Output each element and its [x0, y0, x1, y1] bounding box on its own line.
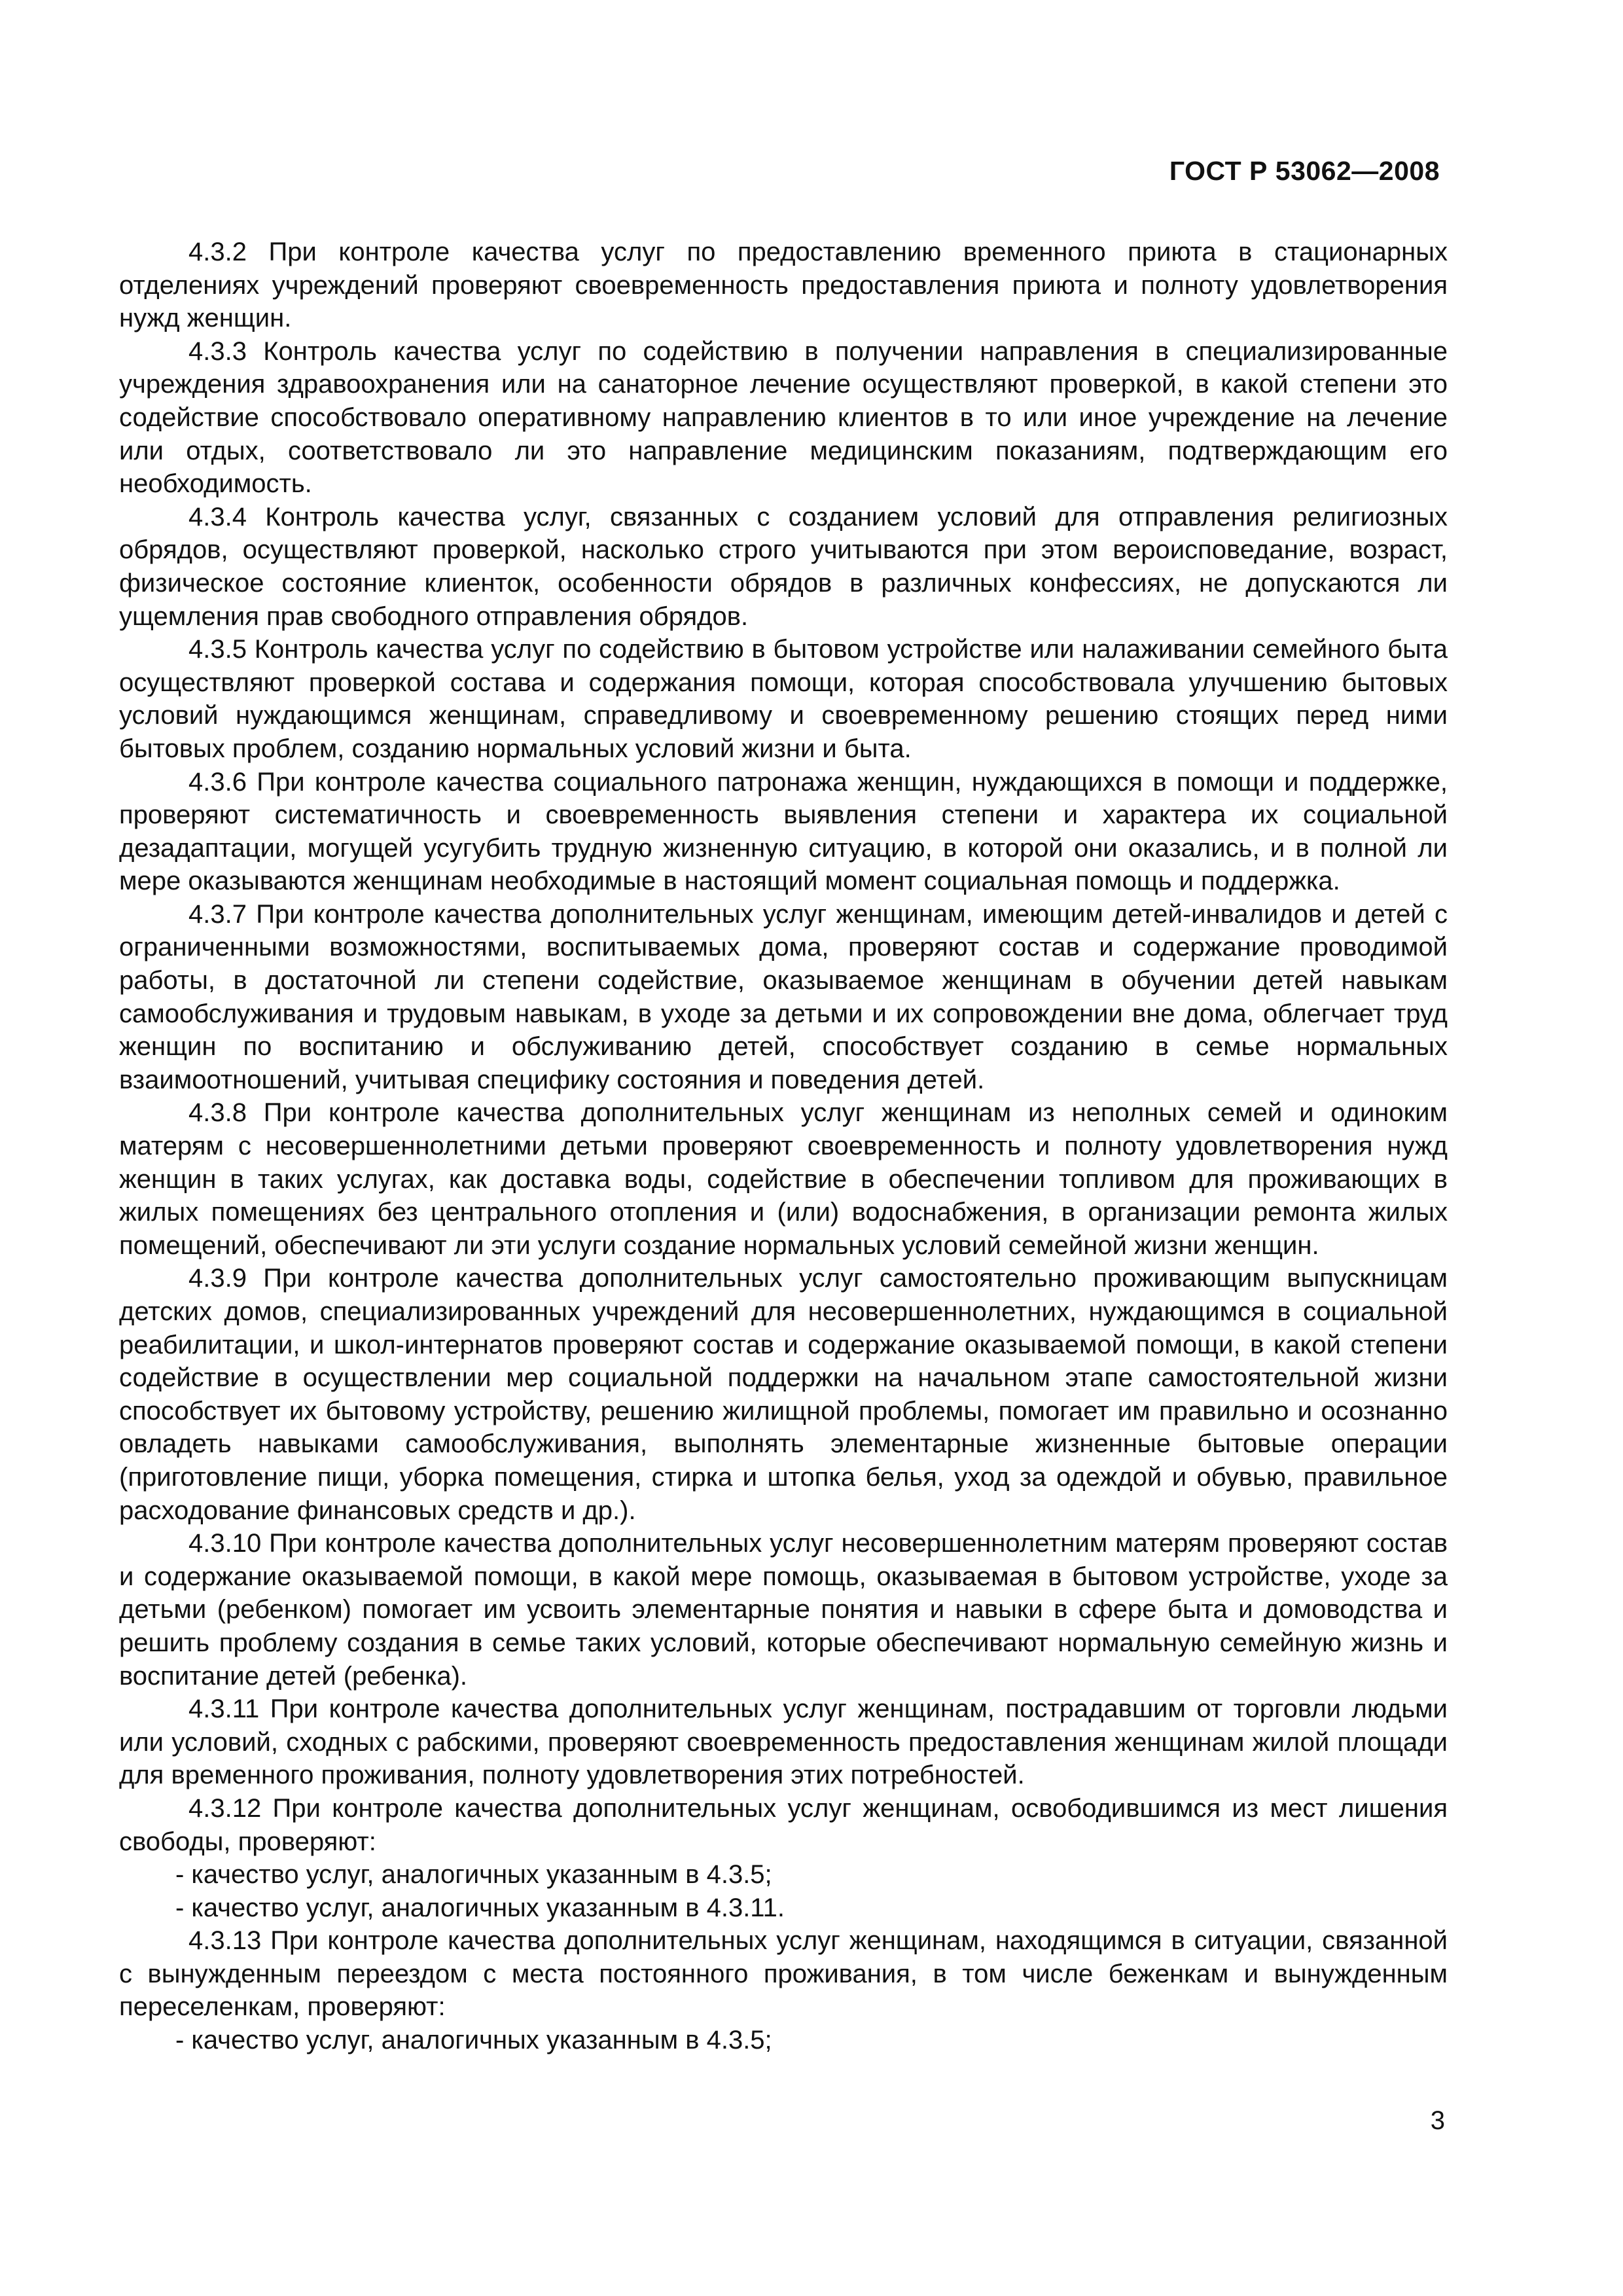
list-item-4-3-13-a: - качество услуг, аналогичных указанным в 4.3.5; [175, 2026, 772, 2055]
page-number: 3 [1430, 2106, 1445, 2135]
clause-4-3-3: 4.3.3 Контроль качества услуг по содействию в получении направления в специализированные учреждения здравоохранения или на санаторное лечение осуществляют проверкой, в какой степени это содействие способствовало оперативному направлению клиентов в то или иное учреждение на лечение или отдых, соответствовало ли это направление медицинским показаниям, подтверждающим его необходимость. [119, 336, 1448, 499]
clause-4-3-6: 4.3.6 При контроле качества социального патронажа женщин, нуждающихся в помощи и поддержке, проверяют систематичность и своевременность выявления степени и характера их социальной дезадаптации, могущей усугубить трудную жизненную ситуацию, в которой они оказались, и в полной ли мере оказываются женщинам необходимые в настоящий момент социальная помощь и поддержка. [119, 767, 1448, 896]
clause-4-3-2: 4.3.2 При контроле качества услуг по предоставлению временного приюта в стационарных отделениях учреждений проверяют своевременность предоставления приюта и полноту удовлетворения нужд женщин. [119, 238, 1448, 333]
clause-4-3-11: 4.3.11 При контроле качества дополнительных услуг женщинам, пострадавшим от торговли людьми или условий, сходных с рабскими, проверяют своевременность предоставления женщинам жилой площади для временного проживания, полноту удовлетворения этих потребностей. [119, 1695, 1448, 1790]
clause-4-3-5: 4.3.5 Контроль качества услуг по содействию в бытовом устройстве или налаживании семейного быта осуществляют проверкой состава и содержания помощи, которая способствовала улучшению бытовых условий нуждающимся женщинам, справедливому и своевременному решению стоящих перед ними бытовых проблем, созданию нормальных условий жизни и быта. [119, 635, 1448, 763]
clause-4-3-10: 4.3.10 При контроле качества дополнительных услуг несовершеннолетним матерям проверяют состав и содержание оказываемой помощи, в какой мере помощь, оказываемая в бытовом устройстве, уходе за детьми (ребенком) помогает им усвоить элементарные понятия и навыки в сфере быта и домоводства и решить проблему создания в семье таких условий, которые обеспечивают нормальную семейную жизнь и воспитание детей (ребенка). [119, 1529, 1448, 1691]
clause-4-3-4: 4.3.4 Контроль качества услуг, связанных с созданием условий для отправления религиозных обрядов, осуществляют проверкой, насколько строго учитываются при этом вероисповедание, возраст, физическое состояние клиенток, особенности обрядов в различных конфессиях, не допускаются ли ущемления прав свободного отправления обрядов. [119, 502, 1448, 631]
clause-4-3-9: 4.3.9 При контроле качества дополнительных услуг самостоятельно проживающим выпускницам детских домов, специализированных учреждений для несовершеннолетних, нуждающимся в социальной реабилитации, и школ-интернатов проверяют состав и содержание оказываемой помощи, в какой степени содействие в осуществлении мер социальной поддержки на начальном этапе самостоятельной жизни способствует их бытовому устройству, решению жилищной проблемы, помогает им правильно и осознанно овладеть навыками самообслуживания, выполнять элементарные жизненные бытовые операции (приготовление пищи, уборка помещения, стирка и штопка белья, уход за одеждой и обувью, правильное расходование финансовых средств и др.). [119, 1264, 1448, 1525]
list-item-4-3-12-b: - качество услуг, аналогичных указанным в 4.3.11. [175, 1893, 785, 1922]
document-body [119, 236, 1448, 2057]
clause-4-3-12: 4.3.12 При контроле качества дополнительных услуг женщинам, освободившимся из мест лишения свободы, проверяют: [119, 1793, 1448, 1856]
list-item-4-3-12-a: - качество услуг, аналогичных указанным в 4.3.5; [175, 1860, 772, 1890]
clause-4-3-8: 4.3.8 При контроле качества дополнительных услуг женщинам из неполных семей и одиноким матерям с несовершеннолетними детьми проверяют своевременность и полноту удовлетворения нужд женщин в таких услугах, как доставка воды, содействие в обеспечении топливом для проживающих в жилых помещениях без центрального отопления и (или) водоснабжения, в организации ремонта жилых помещений, обеспечивают ли эти услуги создание нормальных условий семейной жизни женщин. [119, 1098, 1448, 1260]
document-header: ГОСТ Р 53062—2008 [1169, 156, 1440, 186]
clause-4-3-7: 4.3.7 При контроле качества дополнительных услуг женщинам, имеющим детей-инвалидов и детей с ограниченными возможностями, воспитываемых дома, проверяют состав и содержание проводимой работы, в достаточной ли степени содействие, оказываемое женщинам в обучении детей навыкам самообслуживания и трудовым навыкам, в уходе за детьми и их сопровождении вне дома, облегчает труд женщин по воспитанию и обслуживанию детей, способствует созданию в семье нормальных взаимоотношений, учитывая специфику состояния и поведения детей. [119, 899, 1448, 1094]
clause-4-3-13: 4.3.13 При контроле качества дополнительных услуг женщинам, находящимся в ситуации, связанной с вынужденным переездом с места постоянного проживания, в том числе беженкам и вынужденным переселенкам, проверяют: [119, 1926, 1448, 2022]
